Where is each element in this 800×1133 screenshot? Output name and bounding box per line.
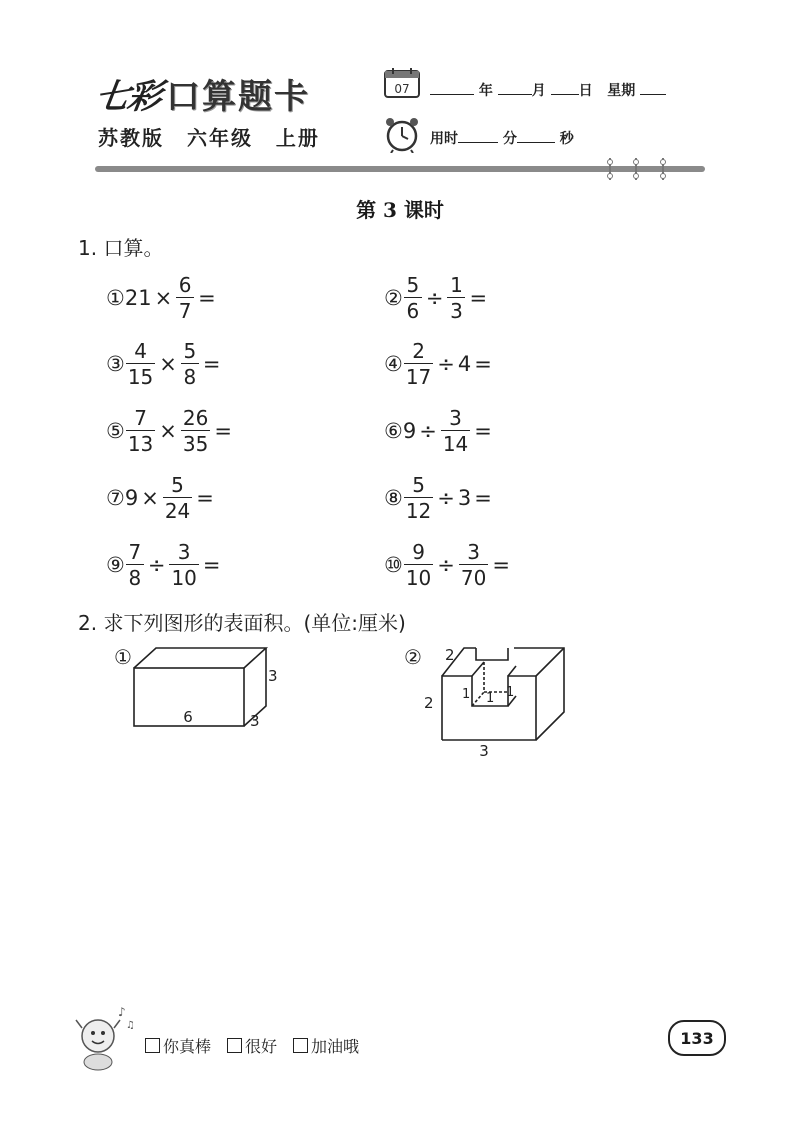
problem-index: ⑤ [106, 419, 125, 443]
checkbox[interactable] [227, 1038, 242, 1053]
problem-2 [384, 268, 490, 328]
fraction: $\frac{4}{15}$ [127, 339, 154, 389]
problem-6 [384, 401, 495, 461]
operator: × [159, 419, 177, 443]
fraction: $\frac{6}{7}$ [176, 275, 194, 321]
equals-sign: = [474, 419, 492, 443]
problem-index: ① [106, 286, 125, 310]
problem-1 [106, 268, 219, 328]
problem-index: ⑧ [384, 486, 403, 510]
cuboid-figure [134, 648, 266, 726]
problem-10 [384, 535, 513, 595]
notch-height-label: 1 [462, 687, 471, 702]
problem-index: ② [384, 286, 403, 310]
equals-sign: = [469, 286, 488, 310]
figure-1-index: ① [114, 645, 132, 669]
binder-clip-icon [631, 158, 641, 180]
alarm-clock-icon [382, 115, 422, 153]
binder-clip-icon [605, 158, 615, 180]
date-fields [430, 80, 666, 100]
rating-option[interactable] [293, 1034, 359, 1057]
problem-index: ⑥ [384, 419, 403, 443]
rating-option[interactable] [145, 1034, 211, 1057]
notched-block-figure [442, 648, 564, 740]
operator: × [154, 286, 173, 310]
section-2-label: 2. 求下列图形的表面积。(单位:厘米) [78, 611, 406, 635]
figure-2-index: ② [404, 645, 422, 669]
operator: ÷ [419, 419, 437, 443]
week-label: 星期 [607, 83, 636, 99]
operator: ÷ [147, 553, 166, 577]
height-label: 3 [268, 667, 278, 685]
equals-sign: = [474, 352, 492, 376]
operator: ÷ [437, 352, 455, 376]
operand: 9 [402, 419, 417, 443]
rating-label: 很好 [245, 1037, 278, 1056]
problem-index: ⑩ [384, 553, 403, 577]
rating-label: 你真棒 [163, 1037, 212, 1056]
year-label: 年 [478, 83, 493, 99]
figures [100, 638, 580, 768]
fraction: $\frac{5}{24}$ [164, 473, 191, 523]
page-number: 133 [668, 1020, 726, 1056]
operator: × [141, 486, 159, 510]
equals-sign: = [202, 553, 221, 577]
fraction: $\frac{7}{13}$ [127, 406, 154, 456]
side-label: 2 [424, 694, 434, 712]
equals-sign: = [198, 286, 216, 310]
equals-sign: = [196, 486, 214, 510]
operand: 4 [457, 352, 472, 376]
fraction: $\frac{26}{35}$ [182, 406, 209, 456]
operand: 9 [124, 486, 139, 510]
checkbox[interactable] [293, 1038, 308, 1053]
equals-sign: = [492, 553, 510, 577]
brand-script: 七彩 [92, 77, 163, 117]
fraction: $\frac{3}{10}$ [171, 540, 197, 590]
problem-8 [384, 468, 495, 528]
self-rating [145, 1034, 359, 1057]
problem-7 [106, 468, 217, 528]
svg-text:♪: ♪ [118, 1005, 126, 1019]
problem-3 [106, 334, 224, 394]
top-label: 2 [445, 646, 455, 664]
second-label: 秒 [559, 131, 574, 147]
calendar-number: 07 [394, 82, 410, 96]
rating-label: 加油哦 [311, 1037, 360, 1056]
fraction: $\frac{9}{10}$ [405, 540, 432, 590]
operator: ÷ [437, 553, 455, 577]
equals-sign: = [214, 419, 232, 443]
brand-logo [92, 68, 310, 118]
binder-clip-icon [658, 158, 668, 180]
operator: × [159, 352, 177, 376]
operand: 21 [124, 286, 152, 310]
notch-depth-label: 1 [506, 685, 515, 700]
problem-4 [384, 334, 495, 394]
calendar-icon [383, 67, 421, 99]
problem-9 [106, 535, 224, 595]
problem-index: ③ [106, 352, 125, 376]
notch-width-label: 1 [486, 691, 495, 706]
minute-label: 分 [502, 131, 517, 147]
length-label: 6 [183, 708, 193, 726]
problem-index: ④ [384, 352, 403, 376]
lesson-title: 第 3 课时 [356, 198, 444, 222]
operator: ÷ [437, 486, 455, 510]
fraction: $\frac{2}{17}$ [405, 339, 432, 389]
brand-title: 口算题卡 [166, 77, 310, 117]
fraction: $\frac{7}{8}$ [126, 542, 144, 588]
time-fields [430, 128, 574, 148]
fraction: $\frac{1}{3}$ [447, 275, 465, 321]
section-1-label: 1. 口算。 [78, 236, 164, 260]
fraction: $\frac{3}{70}$ [460, 540, 487, 590]
operator: ÷ [425, 286, 444, 310]
time-label: 用时 [430, 131, 458, 147]
operand: 3 [457, 486, 472, 510]
fraction: $\frac{5}{6}$ [404, 275, 422, 321]
rating-option[interactable] [227, 1034, 277, 1057]
fraction: $\frac{5}{8}$ [181, 341, 199, 387]
depth-label: 3 [250, 712, 260, 730]
problem-5 [106, 401, 235, 461]
day-label: 日 [578, 83, 593, 99]
svg-text:♫: ♫ [126, 1020, 135, 1031]
month-label: 月 [531, 83, 546, 99]
edition-label: 苏教版 六年级 上册 [98, 126, 320, 150]
problem-index: ⑦ [106, 486, 125, 510]
problem-index: ⑨ [106, 553, 125, 577]
equals-sign: = [202, 352, 221, 376]
fraction: $\frac{5}{12}$ [405, 473, 432, 523]
fraction: $\frac{3}{14}$ [442, 406, 469, 456]
mascot-illustration [68, 1002, 140, 1074]
equals-sign: = [474, 486, 492, 510]
bottom-label: 3 [479, 742, 489, 760]
checkbox[interactable] [145, 1038, 160, 1053]
